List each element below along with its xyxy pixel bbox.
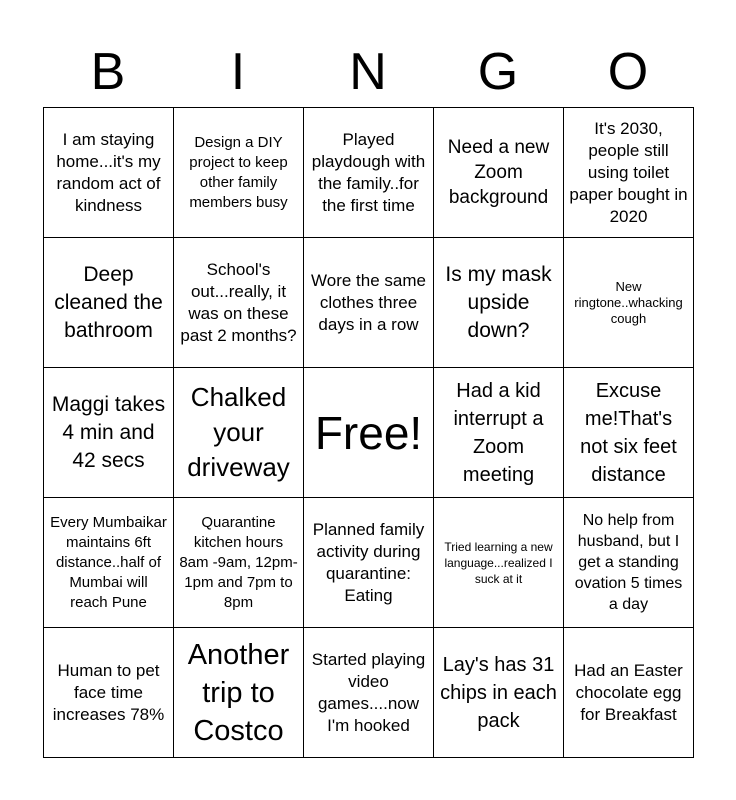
header-letter-n: N (349, 43, 387, 101)
cell-text: Lay's has 31 chips in each pack (440, 653, 557, 732)
board-row (44, 628, 694, 758)
cell-text: Every Mumbaikar maintains 6ft distance..half of Mumbai will reach Pune (50, 513, 167, 611)
free-space-label: Free! (314, 406, 423, 459)
cell-text: No help from husband, but I get a standing ovation 5 times a day (574, 512, 683, 613)
bingo-cell[interactable] (434, 628, 564, 758)
bingo-board (43, 107, 694, 758)
cell-text: Quarantine kitchen hours 8am -9am, 12pm-1pm and 7pm to 8pm (179, 513, 298, 611)
bingo-cell[interactable] (304, 238, 434, 368)
board-row (44, 498, 694, 628)
bingo-cell[interactable] (44, 498, 174, 628)
bingo-cell[interactable] (44, 238, 174, 368)
cell-text: Had a kid interrupt a Zoom meeting (453, 379, 544, 486)
cell-text: It's 2030, people still using toilet paper bought in 2020 (569, 118, 688, 226)
cell-text: I am staying home...it's my random act of kindness (56, 129, 161, 215)
bingo-cell[interactable] (44, 628, 174, 758)
bingo-cell[interactable] (564, 108, 694, 238)
cell-text: Had an Easter chocolate egg for Breakfast (574, 660, 683, 724)
bingo-cell[interactable] (564, 368, 694, 498)
bingo-cell[interactable] (304, 108, 434, 238)
cell-text: Wore the same clothes three days in a row (311, 270, 426, 334)
cell-text: Is my mask upside down? (445, 262, 552, 342)
bingo-cell[interactable] (174, 628, 304, 758)
bingo-cell[interactable] (564, 238, 694, 368)
board-row (44, 368, 694, 498)
bingo-cell[interactable] (174, 238, 304, 368)
header-letter-b: B (90, 43, 126, 101)
bingo-cell[interactable] (564, 498, 694, 628)
cell-text: Tried learning a new language...realized I suck at it (444, 539, 553, 586)
bingo-header (43, 36, 693, 108)
bingo-cell[interactable] (304, 628, 434, 758)
bingo-cell[interactable] (434, 498, 564, 628)
bingo-cell[interactable] (304, 498, 434, 628)
bingo-cell[interactable] (174, 498, 304, 628)
board-row (44, 238, 694, 368)
header-letter-i: I (230, 43, 246, 101)
cell-text: Human to pet face time increases 78% (52, 660, 165, 724)
cell-text: Need a new Zoom background (447, 137, 550, 208)
cell-text: Played playdough with the family..for the first time (311, 129, 426, 215)
cell-text: Maggi takes 4 min and 42 secs (51, 392, 166, 472)
cell-text: Chalked your driveway (187, 382, 290, 482)
cell-text: Planned family activity during quarantine: Eating (312, 519, 425, 605)
cell-text: Excuse me!That's not six feet distance (580, 379, 677, 486)
cell-text: Started playing video games....now I'm hooked (311, 649, 426, 735)
bingo-cell[interactable] (434, 238, 564, 368)
free-space-cell[interactable] (304, 368, 434, 498)
bingo-cell[interactable] (434, 368, 564, 498)
cell-text: School's out...really, it was on these past 2 months? (180, 259, 297, 345)
header-letter-o: O (607, 43, 649, 101)
bingo-cell[interactable] (44, 368, 174, 498)
bingo-cell[interactable] (174, 368, 304, 498)
cell-text: New ringtone..whacking cough (574, 278, 683, 326)
cell-text: Deep cleaned the bathroom (54, 262, 163, 342)
bingo-cell[interactable] (44, 108, 174, 238)
bingo-cell[interactable] (434, 108, 564, 238)
cell-text: Another trip to Costco (187, 638, 290, 747)
board-row (44, 108, 694, 238)
bingo-cell[interactable] (564, 628, 694, 758)
bingo-cell[interactable] (174, 108, 304, 238)
header-letter-g: G (477, 43, 519, 101)
cell-text: Design a DIY project to keep other family members busy (189, 133, 288, 211)
